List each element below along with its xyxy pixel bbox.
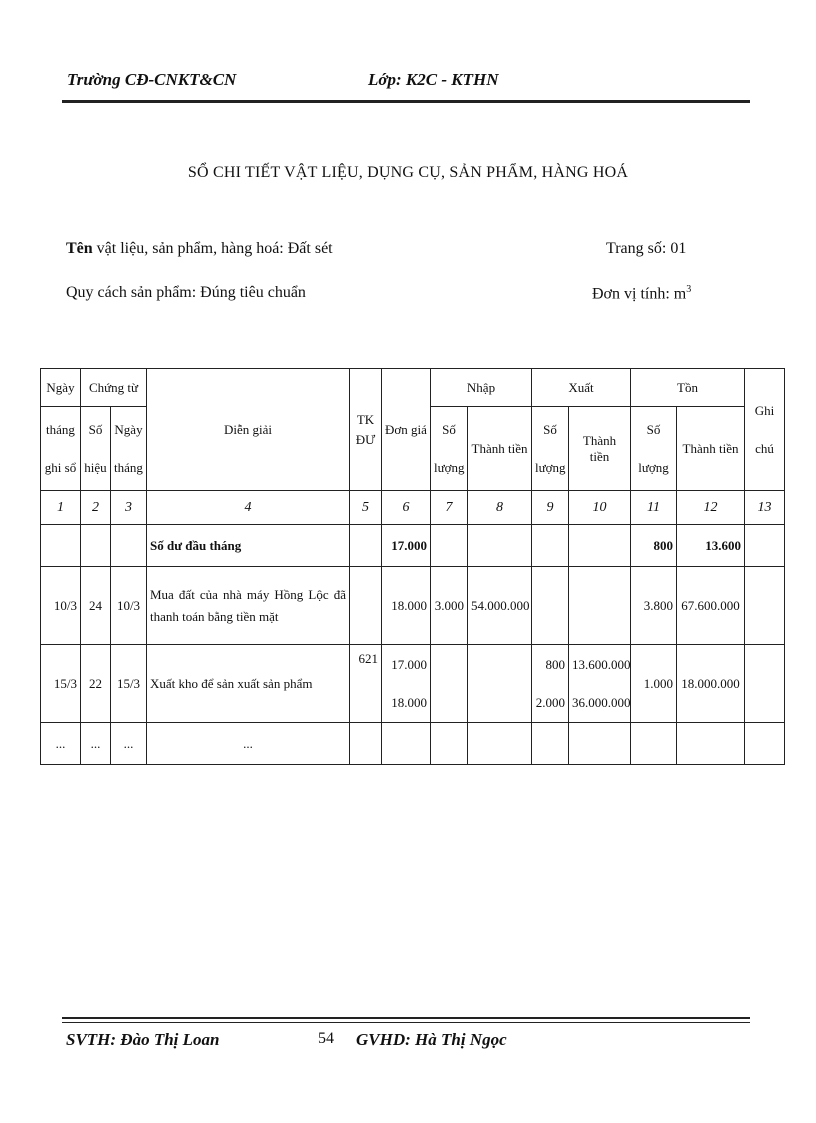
row1-description: Mua đất của nhà máy Hồng Lộc đã thanh toán bằng tiền mặt	[147, 567, 350, 645]
unit-label: Đơn vị tính: $m^3$	[592, 284, 692, 303]
row1-balance-amount: 67.600.000	[677, 567, 745, 645]
row2-issue-amount: 13.600.000 36.000.000	[569, 645, 631, 723]
header-receipt-amount: Thành tiền	[468, 407, 532, 491]
row2-doc-number: 22	[81, 645, 111, 723]
col-num-3: 3	[111, 491, 147, 525]
footer-divider	[62, 1017, 750, 1019]
row2-date: 15/3	[41, 645, 81, 723]
header-receipt-qty: Số lượng	[431, 407, 468, 491]
ellipsis-description: ...	[147, 723, 350, 765]
row2-description: Xuất kho để sản xuất sản phẩm	[147, 645, 350, 723]
header-date: Ngày	[41, 369, 81, 407]
col-num-9: 9	[532, 491, 569, 525]
col-num-5: 5	[350, 491, 382, 525]
col-num-1: 1	[41, 491, 81, 525]
header-issue-amount: Thành tiền	[569, 407, 631, 491]
row2-balance-amount: 18.000.000	[677, 645, 745, 723]
row2-account: 621	[350, 645, 382, 723]
row2-balance-qty: 1.000	[631, 645, 677, 723]
row1-balance-qty: 3.800	[631, 567, 677, 645]
col-num-10: 10	[569, 491, 631, 525]
header-balance-amount: Thành tiền	[677, 407, 745, 491]
row2-issue-qty: 800 2.000	[532, 645, 569, 723]
col-num-8: 8	[468, 491, 532, 525]
product-spec: Quy cách sản phẩm: Đúng tiêu chuẩn	[66, 284, 306, 301]
page-title: SỔ CHI TIẾT VẬT LIỆU, DỤNG CỤ, SẢN PHẨM, HÀNG HOÁ	[187, 164, 629, 181]
row1-doc-number: 24	[81, 567, 111, 645]
header-school: Trường CĐ-CNKT&CN	[67, 70, 237, 89]
header-note: Ghi chú	[745, 369, 785, 491]
ellipsis-doc-number: ...	[81, 723, 111, 765]
opening-amount: 13.600	[677, 525, 745, 567]
row1-date: 10/3	[41, 567, 81, 645]
header-doc-number: Số hiệu	[81, 407, 111, 491]
header-description: Diễn giải	[147, 369, 350, 491]
ellipsis-row	[41, 723, 785, 765]
col-num-11: 11	[631, 491, 677, 525]
col-num-7: 7	[431, 491, 468, 525]
header-divider	[62, 100, 750, 103]
header-unit-price: Đơn giá	[382, 369, 431, 491]
footer-student: SVTH: Đào Thị Loan	[66, 1030, 220, 1049]
table-row	[41, 567, 785, 645]
col-num-2: 2	[81, 491, 111, 525]
header-class: Lớp: K2C - KTHN	[368, 70, 499, 89]
header-receipt: Nhập	[431, 369, 532, 407]
row1-receipt-amount: 54.000.000	[468, 567, 532, 645]
footer-page-number: 54	[318, 1030, 334, 1047]
opening-label: Số dư đầu tháng	[147, 525, 350, 567]
material-name: Tên vật liệu, sản phẩm, hàng hoá: Đất sét	[66, 240, 333, 257]
col-num-6: 6	[382, 491, 431, 525]
header-issue-qty: Số lượng	[532, 407, 569, 491]
col-num-4: 4	[147, 491, 350, 525]
header-document: Chứng từ	[81, 369, 147, 407]
row1-doc-date: 10/3	[111, 567, 147, 645]
row2-doc-date: 15/3	[111, 645, 147, 723]
ellipsis-doc-date: ...	[111, 723, 147, 765]
row1-unit-price: 18.000	[382, 567, 431, 645]
opening-balance-row	[41, 525, 785, 567]
footer-divider-thin	[62, 1022, 750, 1023]
ledger-table	[40, 368, 785, 765]
page-number-label: Trang số: 01	[606, 240, 687, 257]
header-date-cont: tháng ghi sổ	[41, 407, 81, 491]
ellipsis-date: ...	[41, 723, 81, 765]
row1-receipt-qty: 3.000	[431, 567, 468, 645]
row2-unit-price: 17.000 18.000	[382, 645, 431, 723]
column-number-row	[41, 491, 785, 525]
header-balance: Tồn	[631, 369, 745, 407]
header-doc-date: Ngày tháng	[111, 407, 147, 491]
header-issue: Xuất	[532, 369, 631, 407]
footer-teacher: GVHD: Hà Thị Ngọc	[356, 1030, 507, 1049]
col-num-13: 13	[745, 491, 785, 525]
col-num-12: 12	[677, 491, 745, 525]
opening-unit-price: 17.000	[382, 525, 431, 567]
header-balance-qty: Số lượng	[631, 407, 677, 491]
table-row	[41, 645, 785, 723]
header-account: TK ĐƯ	[350, 369, 382, 491]
opening-qty: 800	[631, 525, 677, 567]
